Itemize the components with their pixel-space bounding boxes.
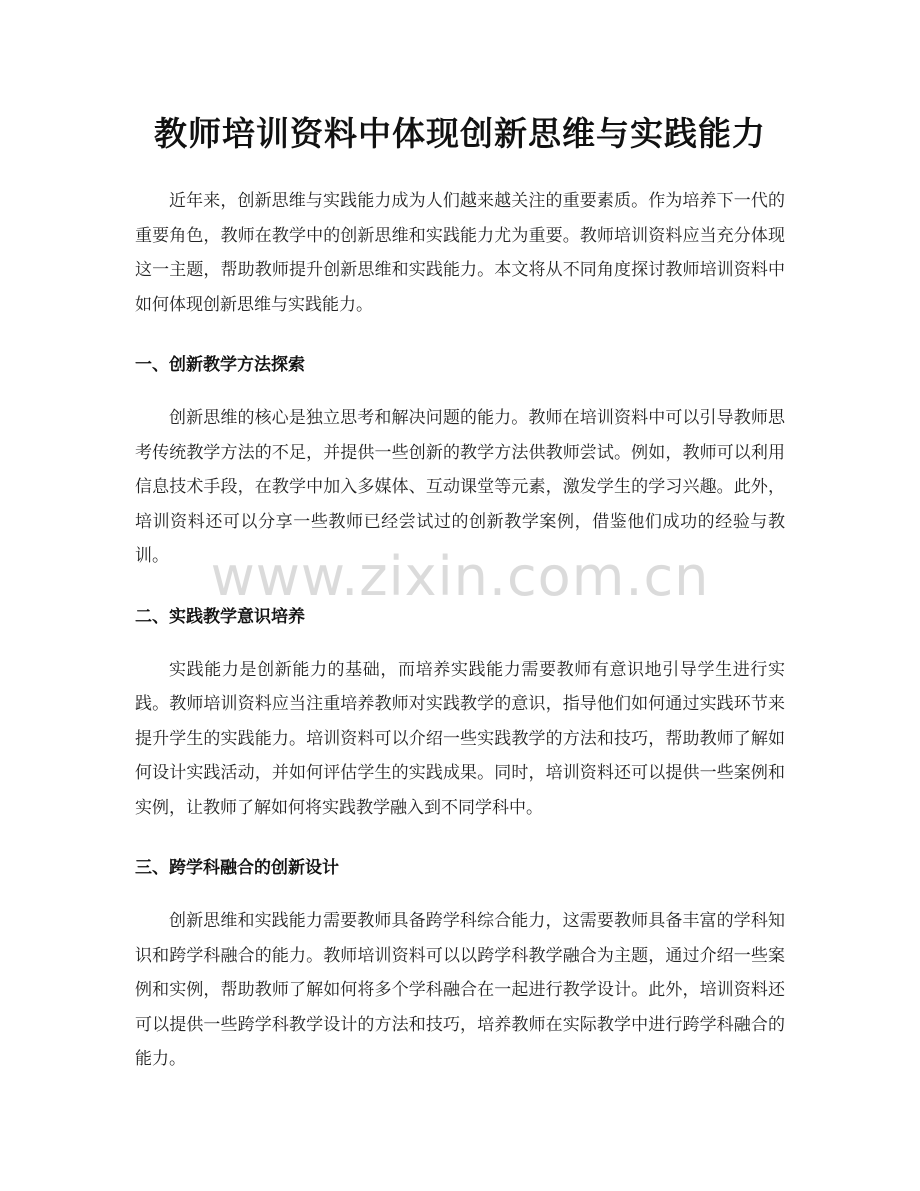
section-2-paragraph: 实践能力是创新能力的基础，而培养实践能力需要教师有意识地引导学生进行实践。教师培训资料应当注重培养教师对实践教学的意识，指导他们如何通过实践环节来提升学生的实践能力。培训资料可以介绍一些实践教学的方法和技巧，帮助教师了解如何设计实践活动，并如何评估学生的实践成果。同时，培训资料还可以提供一些案例和实例，让教师了解如何将实践教学融入到不同学科中。 <box>135 659 785 818</box>
section-1-paragraph: 创新思维的核心是独立思考和解决问题的能力。教师在培训资料中可以引导教师思考传统教学方法的不足，并提供一些创新的教学方法供教师尝试。例如，教师可以利用信息技术手段，在教学中加入多媒体、互动课堂等元素，激发学生的学习兴趣。此外，培训资料还可以分享一些教师已经尝试过的创新教学案例，借鉴他们成功的经验与教训。 <box>135 408 785 566</box>
section-3-heading: 三、跨学科融合的创新设计 <box>135 858 339 878</box>
page-title: 教师培训资料中体现创新思维与实践能力 <box>154 114 766 153</box>
section-1-heading: 一、创新教学方法探索 <box>135 355 305 375</box>
section-2-heading: 二、实践教学意识培养 <box>135 606 305 627</box>
watermark: www.zixin.com.cn <box>210 545 710 608</box>
document-body <box>135 184 785 1077</box>
section-3-paragraph: 创新思维和实践能力需要教师具备跨学科综合能力，这需要教师具备丰富的学科知识和跨学科融合的能力。教师培训资料可以以跨学科教学融合为主题，通过介绍一些案例和实例，帮助教师了解如何将多个学科融合在一起进行教学设计。此外，培训资料还可以提供一些跨学科教学设计的方法和技巧，培养教师在实际教学中进行跨学科融合的能力。 <box>135 911 785 1069</box>
intro-paragraph: 近年来，创新思维与实践能力成为人们越来越关注的重要素质。作为培养下一代的重要角色，教师在教学中的创新思维和实践能力尤为重要。教师培训资料应当充分体现这一主题，帮助教师提升创新思维和实践能力。本文将从不同角度探讨教师培训资料中如何体现创新思维与实践能力。 <box>135 191 785 315</box>
